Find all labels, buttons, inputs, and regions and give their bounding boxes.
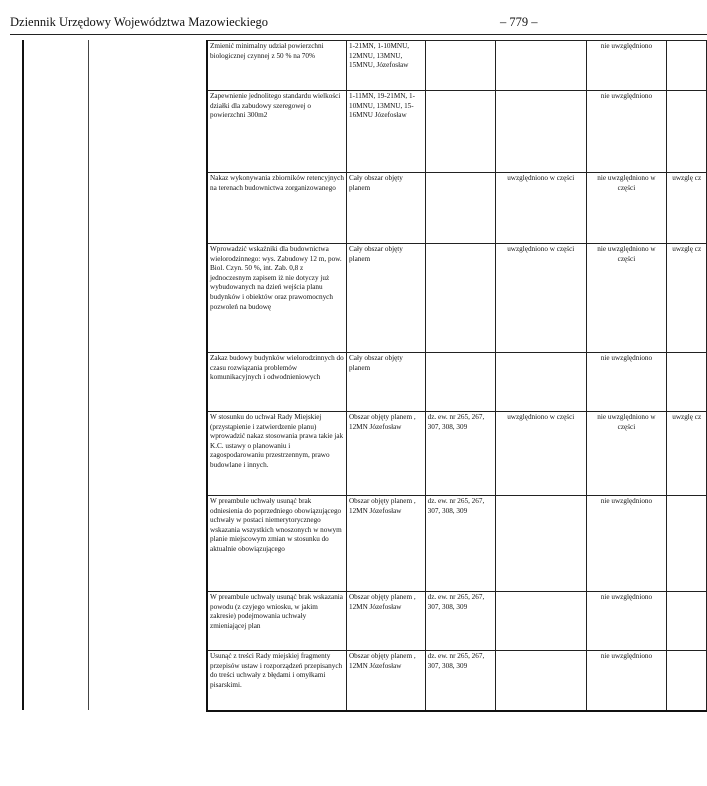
remark-area: Cały obszar objęty planem — [346, 244, 425, 353]
decision-cell — [495, 496, 586, 592]
remark-content: Zmienić minimalny udział powierzchni biologicznej czynnej z 50 % na 70% — [207, 41, 346, 91]
decision-cell — [667, 353, 707, 412]
decision-cell: uwzglę cz — [667, 244, 707, 353]
remark-content: Zapewnienie jednolitego standardu wielkości działki dla zabudowy szeregowej o powierzchni 300m2 — [207, 91, 346, 173]
remark-plots — [425, 173, 495, 244]
remark-plots: dz. ew. nr 265, 267, 307, 308, 309 — [425, 592, 495, 651]
table-row — [207, 353, 707, 412]
remark-content: W preambule uchwały usunąć brak wskazania powodu (z czyjego wniosku, w jakim zakresie) podejmowania uchwały zmieniającej plan — [207, 592, 346, 651]
decision-cell: nie uwzględniono — [586, 91, 667, 173]
remark-area: Obszar objęty planem , 12MN Józefosław — [346, 651, 425, 711]
decision-cell — [667, 496, 707, 592]
table-row — [207, 496, 707, 592]
decision-cell: uwzględniono w części — [495, 412, 586, 496]
remark-area: 1-11MN, 19-21MN, 1-10MNU, 13MNU, 15-16MNU Józefosław — [346, 91, 425, 173]
decision-cell — [667, 651, 707, 711]
decision-cell: uwzglę cz — [667, 173, 707, 244]
decision-cell: uwzględniono w części — [495, 173, 586, 244]
remark-area: 1-21MN, 1-10MNU, 12MNU, 13MNU, 15MNU, Józefosław — [346, 41, 425, 91]
decision-cell: nie uwzględniono w części — [586, 173, 667, 244]
remark-plots — [425, 244, 495, 353]
table-row — [207, 244, 707, 353]
table-row — [207, 173, 707, 244]
decision-cell — [667, 91, 707, 173]
remark-plots: dz. ew. nr 265, 267, 307, 308, 309 — [425, 651, 495, 711]
remark-content: Nakaz wykonywania zbiorników retencyjnych na terenach budownictwa zorganizowanego — [207, 173, 346, 244]
decision-cell — [495, 651, 586, 711]
remark-plots — [425, 353, 495, 412]
decision-cell — [495, 41, 586, 91]
decision-cell: nie uwzględniono — [586, 41, 667, 91]
remark-area: Cały obszar objęty planem — [346, 353, 425, 412]
journal-title: Dziennik Urzędowy Województwa Mazowieckiego — [10, 15, 269, 29]
remarks-table — [206, 40, 707, 712]
table-row — [207, 592, 707, 651]
remark-area: Cały obszar objęty planem — [346, 173, 425, 244]
table-column-divider — [88, 40, 89, 710]
remark-plots: dz. ew. nr 265, 267, 307, 308, 309 — [425, 496, 495, 592]
header-rule — [10, 34, 707, 35]
remark-content: Wprowadzić wskaźniki dla budownictwa wielorodzinnego: wys. Zabudowy 12 m, pow. Biol. Czyn. 50 %, int. Zab. 0,8 z jednoczesnym zapisem iż nie dotyczy już wybudowanych na dzień wejścia planu budynków i obiektów oraz prawomocnych pozwoleń na budowę — [207, 244, 346, 353]
remark-content: Usunąć z treści Rady miejskiej fragmenty przepisów ustaw i rozporządzeń przepisanych do treści uchwały z błędami i omyłkami pisarskimi. — [207, 651, 346, 711]
table-row — [207, 651, 707, 711]
table-left-border — [22, 40, 24, 710]
decision-cell: nie uwzględniono w części — [586, 412, 667, 496]
decision-cell — [495, 91, 586, 173]
decision-cell: nie uwzględniono — [586, 592, 667, 651]
remark-content: W stosunku do uchwał Rady Miejskiej (przystąpienie i zatwierdzenie planu) wprowadzić nakaz stosowania prawa takie jak K.C. ustawy o planowaniu i zagospodarowaniu przestrzennym, prawo budowlane i innych. — [207, 412, 346, 496]
decision-cell: uwzglę cz — [667, 412, 707, 496]
decision-cell — [667, 592, 707, 651]
remark-area: Obszar objęty planem , 12MN Józefosław — [346, 496, 425, 592]
decision-cell — [495, 353, 586, 412]
remark-content: Zakaz budowy budynków wielorodzinnych do czasu rozwiązania problemów komunikacyjnych i odwodnieniowych — [207, 353, 346, 412]
decision-cell — [495, 592, 586, 651]
decision-cell: uwzględniono w części — [495, 244, 586, 353]
remark-plots — [425, 91, 495, 173]
table-row — [207, 41, 707, 91]
page-number: – 779 – — [500, 15, 538, 29]
page-header — [0, 0, 707, 36]
decision-cell: nie uwzględniono w części — [586, 244, 667, 353]
decision-cell: nie uwzględniono — [586, 496, 667, 592]
table-row — [207, 412, 707, 496]
decision-cell: nie uwzględniono — [586, 651, 667, 711]
remark-plots — [425, 41, 495, 91]
remark-content: W preambule uchwały usunąć brak odniesienia do poprzedniego obowiązującego uchwały w postaci niemerytorycznego wskazania wszystkich wnoszonych w nowym planie miejscowym zmian w stosunku do aktualnie obowiązującego — [207, 496, 346, 592]
decision-cell — [667, 41, 707, 91]
decision-cell: nie uwzględniono — [586, 353, 667, 412]
table-row — [207, 91, 707, 173]
remark-area: Obszar objęty planem , 12MN Józefosław — [346, 412, 425, 496]
remark-area: Obszar objęty planem , 12MN Józefosław — [346, 592, 425, 651]
remark-plots: dz. ew. nr 265, 267, 307, 308, 309 — [425, 412, 495, 496]
